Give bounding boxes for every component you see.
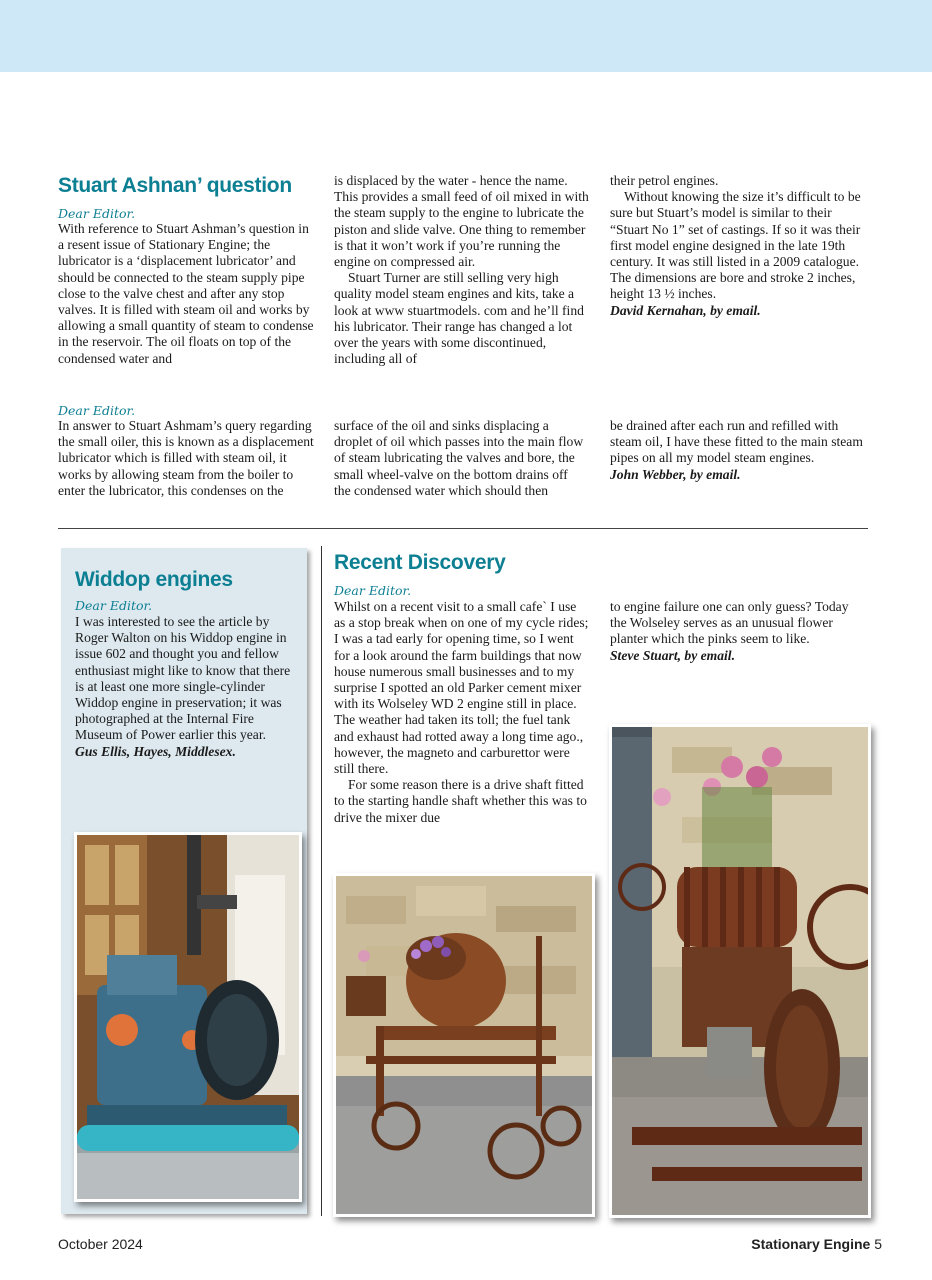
letter1-col1-text: With reference to Stuart Ashman’s question in a resent issue of Stationary Engine; the lubricator is a ‘displacement lubricator’ and should be connected to the steam supply pipe close to the valve chest and after any stop valves. It is filled with steam oil and works by allowing a small quantity of steam to condense in the reservoir. The oil floats on top of the condensed water and: [58, 221, 314, 366]
discovery-salutation: Dear Editor.: [334, 583, 412, 598]
footer-magazine-name: Stationary Engine: [751, 1236, 871, 1252]
letter1-column-1: [58, 221, 316, 367]
discovery-column-2: [610, 599, 868, 664]
page-number: 5: [874, 1236, 882, 1252]
widdop-engine-illustration: [77, 835, 299, 1199]
footer-date: October 2024: [58, 1236, 143, 1252]
widdop-salutation: Dear Editor.: [75, 598, 153, 613]
section-divider: [58, 528, 868, 529]
discovery-col1-para2: For some reason there is a drive shaft fitted to the starting handle shaft whether this was to drive the mixer due: [334, 777, 587, 825]
letter1-signature: David Kernahan, by email.: [610, 302, 761, 318]
letter2-column-1: [58, 418, 316, 499]
letter1-col3-para2: Without knowing the size it’s difficult to be sure but Stuart’s model is similar to their “Stuart No 1” set of castings. If so it was their first model engine designed in the late 19th century. It was still listed in a 2009 catalogue. The dimensions are bore and stroke 2 inches, height 13 ½ inches.: [610, 189, 861, 302]
letter2-column-2: [334, 418, 584, 499]
discovery-col2-text: to engine failure one can only guess? Today the Wolseley serves as an unusual flower planter which the pinks seem to like.: [610, 599, 849, 647]
letter2-col3-text: be drained after each run and refilled with steam oil, I have these fitted to the main steam pipes on all my model steam engines.: [610, 418, 863, 466]
wolseley-planter-illustration: [612, 727, 868, 1215]
letter2-column-3: [610, 418, 868, 483]
letter1-salutation: Dear Editor.: [58, 206, 136, 221]
letter1-column-2: [334, 173, 592, 367]
letter2-col1-text: In answer to Stuart Ashmam’s query regarding the small oiler, this is known as a displacement lubricator which is filled with steam oil, it works by allowing steam from the boiler to enter the lubricator, this condenses on the: [58, 418, 314, 498]
section-title-stuart: Stuart Ashnan’ question: [58, 174, 292, 197]
widdop-body: I was interested to see the article by Roger Walton on his Widdop engine in issue 602 and thought you and fellow enthusiast might like to know that there is at least one more single-cylinder Widdop engine in preservation; it was photographed at the Internal Fire Museum of Power earlier this year.: [75, 614, 291, 743]
footer-right: [751, 1236, 882, 1252]
discovery-title: Recent Discovery: [334, 551, 506, 574]
column-divider: [321, 546, 322, 1216]
widdop-title: Widdop engines: [75, 568, 233, 591]
wolseley-planter-photo: [609, 724, 871, 1218]
letter2-signature: John Webber, by email.: [610, 466, 741, 482]
cement-mixer-photo: [333, 873, 595, 1217]
widdop-engine-photo: [74, 832, 302, 1202]
letter1-col2-para1: is displaced by the water - hence the name. This provides a small feed of oil mixed in with the steam supply to the engine to lubricate the piston and slide valve. One thing to remember is that it won’t work if you’re running the engine on compressed air.: [334, 173, 589, 270]
letter2-salutation: Dear Editor.: [58, 403, 136, 418]
letter2-col2-text: surface of the oil and sinks displacing a droplet of oil which passes into the main flow of steam lubricating the valves and bore, the small wheel-valve on the bottom drains off the condensed water which should then: [334, 418, 584, 498]
letter1-col2-para2: Stuart Turner are still selling very high quality model steam engines and kits, take a look at www stuartmodels. com and he’ll find his lubricator. Their range has changed a lot over the years with some discontinued, including all of: [334, 270, 584, 367]
discovery-signature: Steve Stuart, by email.: [610, 647, 735, 663]
cement-mixer-illustration: [336, 876, 592, 1214]
header-band: [0, 0, 932, 72]
discovery-column-1: [334, 599, 590, 826]
widdop-letter: [75, 614, 295, 760]
widdop-signature: Gus Ellis, Hayes, Middlesex.: [75, 743, 236, 759]
discovery-col1-para1: Whilst on a recent visit to a small cafe` I use as a stop break when on one of my cycle rides; I was a tad early for opening time, so I went for a look around the farm buildings that now house numerous small businesses and to my surprise I spotted an old Parker cement mixer with its Wolseley WD 2 engine still in place. The weather had taken its toll; the fuel tank and exhaust had rotted away a long time ago., however, the magneto and carburettor were still there.: [334, 599, 589, 777]
letter1-column-3: [610, 173, 870, 319]
letter1-col3-para1: their petrol engines.: [610, 173, 719, 188]
